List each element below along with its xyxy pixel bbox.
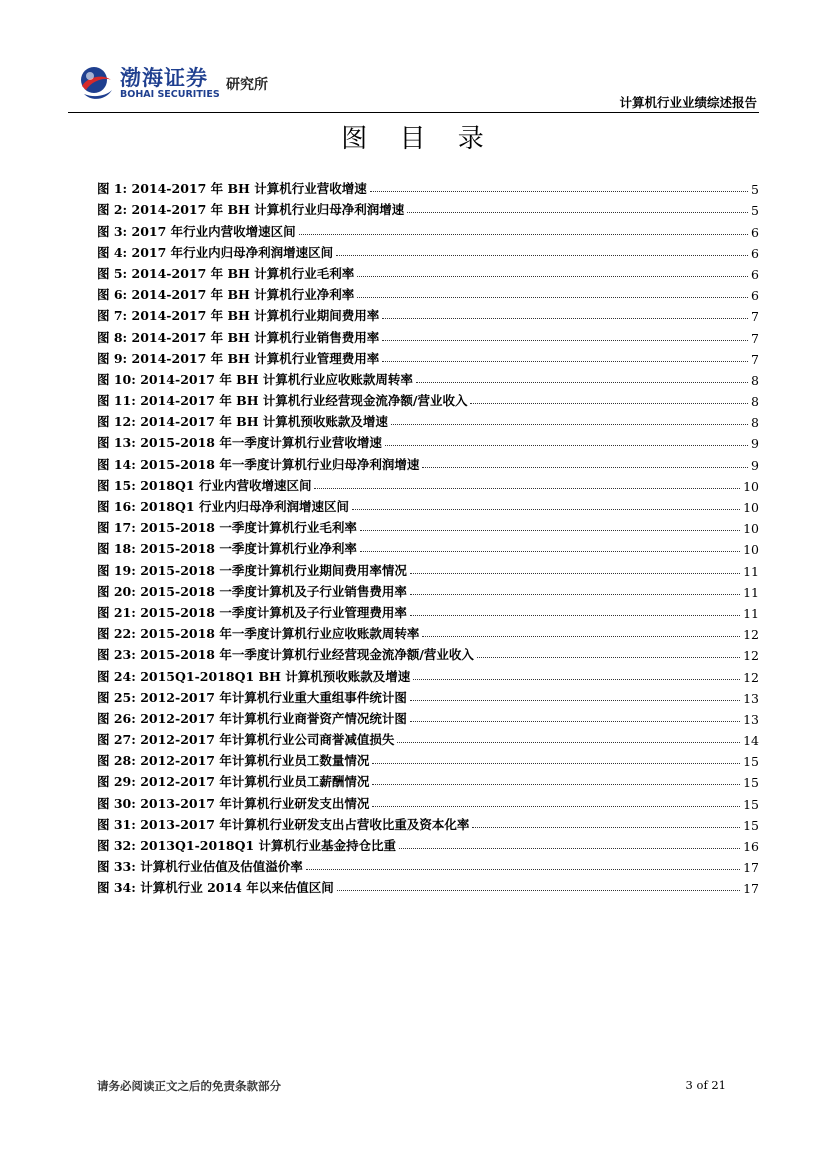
logo-chinese-name: 渤海证券 (120, 66, 208, 90)
toc-entry-label: 图 16: 2018Q1 行业内归母净利润增速区间 (97, 499, 349, 514)
toc-entry[interactable] (97, 854, 759, 875)
toc-entry-page: 10 (743, 500, 759, 515)
toc-entry[interactable] (97, 557, 759, 578)
bohai-logo-icon (78, 62, 114, 104)
toc-dot-leader (410, 700, 740, 701)
toc-dot-leader (306, 869, 740, 870)
toc-dot-leader (413, 679, 740, 680)
toc-entry[interactable] (97, 833, 759, 854)
toc-entry-page: 11 (743, 605, 759, 621)
toc-entry-page: 15 (743, 796, 759, 812)
toc-entry-page: 7 (751, 309, 759, 325)
toc-entry-label: 图 26: 2012-2017 年计算机行业商誉资产情况统计图 (97, 710, 407, 726)
toc-dot-leader (472, 827, 740, 828)
toc-entry[interactable] (97, 790, 759, 811)
toc-entry-page: 5 (751, 203, 759, 219)
toc-entry-page: 17 (743, 881, 759, 897)
toc-entry-label: 图 7: 2014-2017 年 BH 计算机行业期间费用率 (97, 308, 380, 324)
toc-entry[interactable] (97, 197, 759, 218)
toc-dot-leader (336, 255, 748, 256)
toc-entry-page: 6 (751, 245, 759, 261)
disclaimer-note: 请务必阅读正文之后的免责条款部分 (97, 1079, 281, 1093)
toc-entry[interactable] (97, 706, 759, 727)
toc-entry-page: 10 (743, 542, 759, 558)
toc-entry[interactable] (97, 346, 759, 367)
toc-dot-leader (407, 212, 748, 213)
toc-entry-page: 11 (743, 584, 759, 600)
toc-entry[interactable] (97, 685, 759, 706)
toc-entry-label: 图 12: 2014-2017 年 BH 计算机预收账款及增速 (97, 414, 388, 430)
toc-entry-label: 图 34: 计算机行业 2014 年以来估值区间 (97, 880, 334, 896)
toc-dot-leader (416, 382, 748, 383)
toc-entry[interactable] (97, 727, 759, 748)
toc-entry[interactable] (97, 240, 759, 261)
toc-dot-leader (410, 594, 740, 595)
toc-entry[interactable] (97, 642, 759, 663)
toc-entry[interactable] (97, 515, 759, 536)
toc-entry-label: 图 1: 2014-2017 年 BH 计算机行业营收增速 (97, 181, 367, 197)
toc-entry-page: 12 (743, 627, 759, 643)
toc-dot-leader (399, 848, 740, 849)
toc-entry-page: 8 (751, 415, 759, 431)
toc-entry-page: 12 (743, 648, 759, 664)
toc-dot-leader (357, 297, 748, 298)
toc-entry-label: 图 25: 2012-2017 年计算机行业重大重组事件统计图 (97, 689, 407, 705)
page-header (0, 0, 827, 120)
toc-entry-label: 图 27: 2012-2017 年计算机行业公司商誉减值损失 (97, 732, 395, 748)
logo-english-name: BOHAI SECURITIES (120, 89, 220, 100)
toc-entry-page: 6 (751, 288, 759, 304)
toc-entry[interactable] (97, 430, 759, 451)
toc-entry[interactable] (97, 621, 759, 642)
toc-dot-leader (314, 488, 740, 489)
toc-entry-page: 9 (751, 457, 759, 473)
toc-entry-label: 图 10: 2014-2017 年 BH 计算机行业应收账款周转率 (97, 371, 413, 387)
toc-entry-page: 8 (751, 372, 759, 388)
toc-entry[interactable] (97, 875, 759, 896)
toc-dot-leader (382, 361, 748, 362)
toc-entry[interactable] (97, 748, 759, 769)
toc-entry-label: 图 28: 2012-2017 年计算机行业员工数量情况 (97, 753, 370, 769)
toc-entry[interactable] (97, 409, 759, 430)
header-divider (68, 112, 759, 113)
toc-dot-leader (470, 403, 748, 404)
toc-entry[interactable] (97, 261, 759, 282)
toc-dot-leader (410, 615, 740, 616)
toc-dot-leader (477, 657, 740, 658)
page-number: 3 of 21 (685, 1078, 726, 1092)
toc-entry-label: 图 15: 2018Q1 行业内营收增速区间 (97, 477, 312, 493)
toc-entry-page: 15 (743, 775, 759, 791)
toc-entry-page: 15 (743, 754, 759, 770)
toc-dot-leader (372, 763, 740, 764)
toc-dot-leader (382, 318, 748, 319)
toc-entry[interactable] (97, 282, 759, 303)
toc-entry-label: 图 4: 2017 年行业内归母净利润增速区间 (97, 244, 334, 260)
toc-dot-leader (422, 636, 740, 637)
toc-entry[interactable] (97, 303, 759, 324)
toc-dot-leader (391, 424, 748, 425)
toc-entry-page: 8 (751, 394, 759, 410)
toc-entry[interactable] (97, 579, 759, 600)
toc-entry-label: 图 30: 2013-2017 年计算机行业研发支出情况 (97, 795, 370, 811)
toc-entry-label: 图 6: 2014-2017 年 BH 计算机行业净利率 (97, 287, 355, 303)
toc-dot-leader (410, 721, 740, 722)
toc-entry-page: 12 (743, 669, 759, 685)
toc-entry-page: 6 (751, 224, 759, 240)
toc-entry[interactable] (97, 218, 759, 239)
toc-entry-page: 16 (743, 839, 759, 854)
toc-entry-label: 图 22: 2015-2018 年一季度计算机行业应收账款周转率 (97, 626, 420, 642)
toc-dot-leader (299, 234, 748, 235)
toc-entry-label: 图 3: 2017 年行业内营收增速区间 (97, 223, 296, 239)
toc-entry[interactable] (97, 494, 759, 515)
toc-title: 图 目 录 (341, 124, 496, 154)
toc-entry[interactable] (97, 812, 759, 833)
toc-entry-page: 11 (743, 563, 759, 579)
toc-entry-label: 图 32: 2013Q1-2018Q1 计算机行业基金持仓比重 (97, 838, 397, 853)
toc-entry-page: 17 (743, 860, 759, 876)
toc-entry[interactable] (97, 473, 759, 494)
toc-entry[interactable] (97, 600, 759, 621)
toc-dot-leader (360, 530, 740, 531)
toc-entry-label: 图 29: 2012-2017 年计算机行业员工薪酬情况 (97, 774, 370, 790)
toc-entry[interactable] (97, 324, 759, 345)
toc-dot-leader (397, 742, 740, 743)
toc-entry-page: 13 (743, 711, 759, 727)
toc-entry-label: 图 31: 2013-2017 年计算机行业研发支出占营收比重及资本化率 (97, 816, 470, 832)
toc-dot-leader (370, 191, 748, 192)
toc-entry[interactable] (97, 367, 759, 388)
toc-dot-leader (372, 806, 740, 807)
toc-entry-page: 15 (743, 817, 759, 833)
toc-entry-page: 10 (743, 478, 759, 494)
report-title: 计算机行业业绩综述报告 (619, 95, 757, 110)
toc-entry-label: 图 11: 2014-2017 年 BH 计算机行业经营现金流净额/营业收入 (97, 393, 468, 409)
toc-dot-leader (410, 573, 740, 574)
toc-entry-label: 图 33: 计算机行业估值及估值溢价率 (97, 859, 303, 875)
toc-entry-label: 图 24: 2015Q1-2018Q1 BH 计算机预收账款及增速 (97, 668, 411, 684)
toc-dot-leader (360, 551, 740, 552)
toc-entry-label: 图 9: 2014-2017 年 BH 计算机行业管理费用率 (97, 350, 380, 366)
toc-entry-label: 图 17: 2015-2018 一季度计算机行业毛利率 (97, 520, 357, 536)
toc-entry-label: 图 21: 2015-2018 一季度计算机及子行业管理费用率 (97, 604, 407, 620)
toc-entry-label: 图 18: 2015-2018 一季度计算机行业净利率 (97, 541, 357, 557)
toc-entry-label: 图 2: 2014-2017 年 BH 计算机行业归母净利润增速 (97, 202, 405, 218)
toc-entry[interactable] (97, 663, 759, 684)
toc-entry-label: 图 8: 2014-2017 年 BH 计算机行业销售费用率 (97, 329, 380, 345)
toc-entry-page: 9 (751, 436, 759, 452)
toc-entry[interactable] (97, 769, 759, 790)
toc-entry-label: 图 19: 2015-2018 一季度计算机行业期间费用率情况 (97, 562, 407, 578)
toc-entry-label: 图 23: 2015-2018 年一季度计算机行业经营现金流净额/营业收入 (97, 647, 474, 663)
toc-entry-label: 图 14: 2015-2018 年一季度计算机行业归母净利润增速 (97, 456, 420, 472)
toc-entry-page: 6 (751, 266, 759, 282)
toc-dot-leader (385, 445, 748, 446)
toc-dot-leader (422, 467, 748, 468)
toc-entry-page: 13 (743, 690, 759, 706)
toc-entry-page: 14 (743, 733, 759, 749)
toc-dot-leader (372, 784, 740, 785)
toc-entry[interactable] (97, 451, 759, 472)
toc-dot-leader (337, 890, 740, 891)
toc-entry-label: 图 13: 2015-2018 年一季度计算机行业营收增速 (97, 435, 382, 451)
table-of-figures (97, 176, 759, 896)
toc-dot-leader (352, 509, 740, 510)
toc-entry-page: 7 (751, 330, 759, 346)
toc-entry-label: 图 20: 2015-2018 一季度计算机及子行业销售费用率 (97, 583, 407, 599)
toc-entry[interactable] (97, 176, 759, 197)
toc-entry-page: 5 (751, 182, 759, 198)
department-label: 研究所 (226, 77, 268, 93)
toc-entry-page: 7 (751, 351, 759, 367)
toc-entry-page: 10 (743, 521, 759, 537)
toc-dot-leader (382, 340, 748, 341)
bohai-securities-logo (78, 62, 283, 106)
toc-entry[interactable] (97, 536, 759, 557)
toc-entry[interactable] (97, 388, 759, 409)
toc-entry-label: 图 5: 2014-2017 年 BH 计算机行业毛利率 (97, 265, 355, 281)
toc-dot-leader (357, 276, 748, 277)
